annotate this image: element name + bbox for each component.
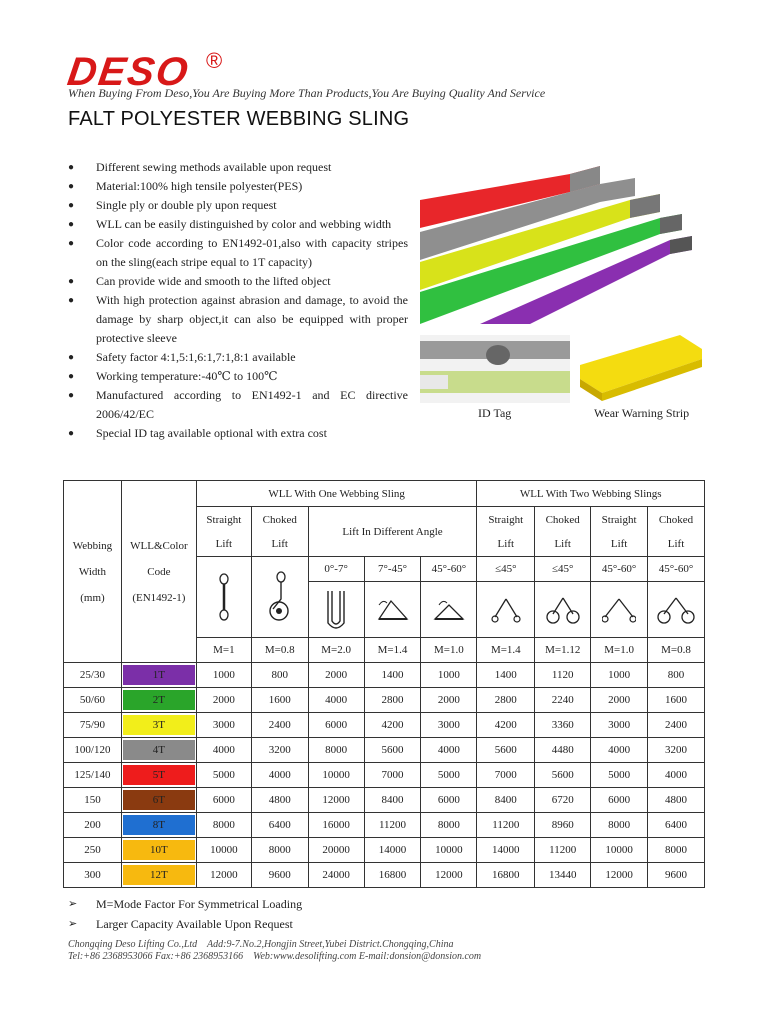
wll-value: 5600 [535, 763, 591, 788]
wll-value: 12000 [421, 863, 477, 888]
row-width: 25/30 [64, 663, 122, 688]
group-two-slings: WLL With Two Webbing Slings [477, 481, 705, 507]
basket-45-60-icon [431, 595, 467, 625]
feature-item: ● Different sewing methods available upon request [68, 158, 408, 177]
sub-choked-lift: Choked Lift [251, 507, 308, 557]
wll-value: 3200 [251, 738, 308, 763]
id-tag-caption: ID Tag [478, 406, 512, 420]
sub-two-choked-2: Choked Lift [648, 507, 705, 557]
wll-value: 3200 [648, 738, 705, 763]
row-color-code [121, 663, 196, 688]
row-width: 150 [64, 788, 122, 813]
row-color-code [121, 688, 196, 713]
wll-value: 4000 [251, 763, 308, 788]
wll-value: 4000 [421, 738, 477, 763]
color-code-swatch: 4T [123, 740, 195, 760]
wll-value: 4000 [196, 738, 251, 763]
straight-lift-icon [214, 573, 234, 621]
wll-value: 2240 [535, 688, 591, 713]
icon-cell [421, 582, 477, 638]
wll-value: 4000 [308, 688, 364, 713]
wll-value: 11200 [535, 838, 591, 863]
wll-value: 9600 [251, 863, 308, 888]
mode-factor: M=1.4 [364, 638, 421, 663]
wll-value: 3360 [535, 713, 591, 738]
table-row [64, 838, 705, 863]
table-row [64, 863, 705, 888]
sub-straight-lift: Straight Lift [196, 507, 251, 557]
mode-factor: M=1.0 [421, 638, 477, 663]
sub-two-straight-2: Straight Lift [591, 507, 648, 557]
angle-45-60: 45°-60° [421, 557, 477, 582]
wll-value: 5600 [364, 738, 421, 763]
row-width: 200 [64, 813, 122, 838]
wll-value: 1400 [364, 663, 421, 688]
row-width: 125/140 [64, 763, 122, 788]
wll-value: 1000 [196, 663, 251, 688]
mode-factor: M=1 [196, 638, 251, 663]
wll-value: 8960 [535, 813, 591, 838]
row-width: 250 [64, 838, 122, 863]
icon-cell [648, 582, 705, 638]
wll-value: 5000 [421, 763, 477, 788]
table-body [64, 663, 705, 888]
wll-value: 10000 [421, 838, 477, 863]
wll-value: 16800 [364, 863, 421, 888]
wll-value: 7000 [477, 763, 535, 788]
wll-value: 14000 [364, 838, 421, 863]
wll-value: 1600 [251, 688, 308, 713]
icon-cell [251, 557, 308, 638]
wll-value: 4200 [477, 713, 535, 738]
wll-value: 1000 [591, 663, 648, 688]
wll-value: 2800 [477, 688, 535, 713]
wll-value: 2400 [251, 713, 308, 738]
color-code-swatch: 3T [123, 715, 195, 735]
footer-contact: Tel:+86 2368953066 Fax:+86 2368953166 Web:www.desolifting.com E-mail:donsion@donsion.com [68, 951, 482, 962]
wll-value: 4800 [648, 788, 705, 813]
wll-value: 12000 [308, 788, 364, 813]
color-code-swatch: 8T [123, 815, 195, 835]
angle-two-45-60: 45°-60° [591, 557, 648, 582]
icon-cell [535, 582, 591, 638]
wll-value: 1400 [477, 663, 535, 688]
wll-value: 800 [648, 663, 705, 688]
wll-value: 3000 [591, 713, 648, 738]
angle-two-le45: ≤45° [477, 557, 535, 582]
page-title: FALT POLYESTER WEBBING SLING [68, 108, 410, 130]
wll-value: 4200 [364, 713, 421, 738]
wll-value: 5600 [477, 738, 535, 763]
wll-value: 20000 [308, 838, 364, 863]
wll-value: 8000 [421, 813, 477, 838]
row-color-code [121, 813, 196, 838]
wll-value: 6000 [308, 713, 364, 738]
angle-two-45-60-choked: 45°-60° [648, 557, 705, 582]
color-code-swatch: 2T [123, 690, 195, 710]
wll-value: 6000 [196, 788, 251, 813]
feature-item: ● Single ply or double ply upon request [68, 196, 408, 215]
footer [68, 939, 481, 963]
wll-value: 8000 [591, 813, 648, 838]
note-item: ➢ Larger Capacity Available Upon Request [68, 914, 302, 934]
table-row [64, 688, 705, 713]
wll-value: 16800 [477, 863, 535, 888]
row-width: 75/90 [64, 713, 122, 738]
wll-value: 2400 [648, 713, 705, 738]
wear-strip-caption: Wear Warning Strip [594, 406, 690, 420]
table-row [64, 713, 705, 738]
color-code-swatch: 6T [123, 790, 195, 810]
wll-value: 7000 [364, 763, 421, 788]
id-tag-photo [420, 335, 570, 403]
feature-list [68, 158, 408, 443]
row-width: 300 [64, 863, 122, 888]
feature-item: ● WLL can be easily distinguished by color and webbing width [68, 215, 408, 234]
wll-value: 8400 [477, 788, 535, 813]
wll-value: 13440 [535, 863, 591, 888]
wll-value: 16000 [308, 813, 364, 838]
table-row [64, 788, 705, 813]
wll-value: 11200 [477, 813, 535, 838]
table-row [64, 663, 705, 688]
wll-value: 2000 [308, 663, 364, 688]
notes-list [68, 894, 302, 934]
wll-value: 4000 [591, 738, 648, 763]
row-width: 50/60 [64, 688, 122, 713]
wll-value: 6400 [251, 813, 308, 838]
wll-value: 3000 [196, 713, 251, 738]
wll-value: 5000 [591, 763, 648, 788]
wll-value: 6000 [591, 788, 648, 813]
row-color-code [121, 713, 196, 738]
row-color-code [121, 838, 196, 863]
wll-value: 11200 [364, 813, 421, 838]
wll-spec-table [63, 480, 705, 888]
wll-value: 14000 [477, 838, 535, 863]
color-code-swatch: 10T [123, 840, 195, 860]
mode-factor: M=0.8 [251, 638, 308, 663]
wll-value: 1120 [535, 663, 591, 688]
wll-value: 1000 [421, 663, 477, 688]
row-color-code [121, 738, 196, 763]
wll-value: 2000 [591, 688, 648, 713]
wll-value: 10000 [308, 763, 364, 788]
two-leg-straight-60-icon [602, 595, 636, 625]
wll-value: 8000 [196, 813, 251, 838]
registered-mark: ® [206, 48, 223, 73]
mode-factor: M=1.4 [477, 638, 535, 663]
wll-value: 12000 [591, 863, 648, 888]
icon-cell [591, 582, 648, 638]
table-row [64, 763, 705, 788]
wll-value: 1600 [648, 688, 705, 713]
wll-value: 2800 [364, 688, 421, 713]
wll-value: 10000 [196, 838, 251, 863]
row-color-code [121, 863, 196, 888]
wll-value: 4480 [535, 738, 591, 763]
angle-0-7: 0°-7° [308, 557, 364, 582]
wll-value: 4000 [648, 763, 705, 788]
wll-value: 8000 [648, 838, 705, 863]
mode-factor: M=2.0 [308, 638, 364, 663]
color-code-swatch: 5T [123, 765, 195, 785]
wll-value: 2000 [196, 688, 251, 713]
icon-cell [364, 582, 421, 638]
footer-address: Chongqing Deso Lifting Co.,Ltd Add:9-7.No.2,Hongjin Street,Yubei District.Chongqing,China [68, 939, 454, 950]
wll-value: 12000 [196, 863, 251, 888]
feature-item: ● Safety factor 4:1,5:1,6:1,7:1,8:1 available [68, 348, 408, 367]
mode-factor: M=0.8 [648, 638, 705, 663]
color-code-swatch: 1T [123, 665, 195, 685]
wll-value: 3000 [421, 713, 477, 738]
mode-factor: M=1.0 [591, 638, 648, 663]
wll-value: 6720 [535, 788, 591, 813]
wll-value: 24000 [308, 863, 364, 888]
feature-item: ● Color code according to EN1492-01,also with capacity stripes on the sling(each stripe equal to 1T capacity) [68, 234, 408, 272]
wll-value: 8000 [251, 838, 308, 863]
feature-item: ● Working temperature:-40℃ to 100℃ [68, 367, 408, 386]
wll-value: 800 [251, 663, 308, 688]
wll-value: 9600 [648, 863, 705, 888]
wll-value: 8000 [308, 738, 364, 763]
vertical-basket-icon [322, 587, 350, 633]
feature-item: ● Manufactured according to EN1492-1 and EC directive 2006/42/EC [68, 386, 408, 424]
col-webbing-width: Webbing Width (mm) [64, 481, 122, 663]
group-one-sling: WLL With One Webbing Sling [196, 481, 476, 507]
table-row [64, 813, 705, 838]
wll-value: 8400 [364, 788, 421, 813]
angle-two-le45-choked: ≤45° [535, 557, 591, 582]
sub-two-straight: Straight Lift [477, 507, 535, 557]
choked-lift-icon [265, 571, 295, 623]
logo-text: DESO [64, 50, 193, 94]
two-leg-straight-icon [489, 595, 523, 625]
feature-item: ● Material:100% high tensile polyester(PES) [68, 177, 408, 196]
note-item: ➢ M=Mode Factor For Symmetrical Loading [68, 894, 302, 914]
table-row [64, 738, 705, 763]
icon-cell [308, 582, 364, 638]
wll-value: 10000 [591, 838, 648, 863]
webbing-slings-photo [420, 162, 702, 324]
wll-value: 5000 [196, 763, 251, 788]
tagline: When Buying From Deso,You Are Buying More Than Products,You Are Buying Quality And Service [68, 86, 546, 100]
wll-value: 4800 [251, 788, 308, 813]
col-wll-color-code: WLL&Color Code (EN1492-1) [121, 481, 196, 663]
wll-value: 6000 [421, 788, 477, 813]
sub-angle-lift: Lift In Different Angle [308, 507, 477, 557]
row-width: 100/120 [64, 738, 122, 763]
row-color-code [121, 763, 196, 788]
feature-item: ● With high protection against abrasion and damage, to avoid the damage by sharp object,it can also be equipped with proper protective sleeve [68, 291, 408, 348]
sub-two-choked: Choked Lift [535, 507, 591, 557]
row-color-code [121, 788, 196, 813]
icon-cell [477, 582, 535, 638]
feature-item: ● Can provide wide and smooth to the lifted object [68, 272, 408, 291]
feature-item: ● Special ID tag available optional with extra cost [68, 424, 408, 443]
icon-cell [196, 557, 251, 638]
wll-value: 2000 [421, 688, 477, 713]
wll-value: 6400 [648, 813, 705, 838]
basket-7-45-icon [375, 595, 411, 625]
angle-7-45: 7°-45° [364, 557, 421, 582]
color-code-swatch: 12T [123, 865, 195, 885]
two-leg-choked-60-icon [657, 594, 695, 626]
two-leg-choked-icon [545, 594, 581, 626]
wear-warning-strip-photo [580, 335, 702, 403]
mode-factor: M=1.12 [535, 638, 591, 663]
